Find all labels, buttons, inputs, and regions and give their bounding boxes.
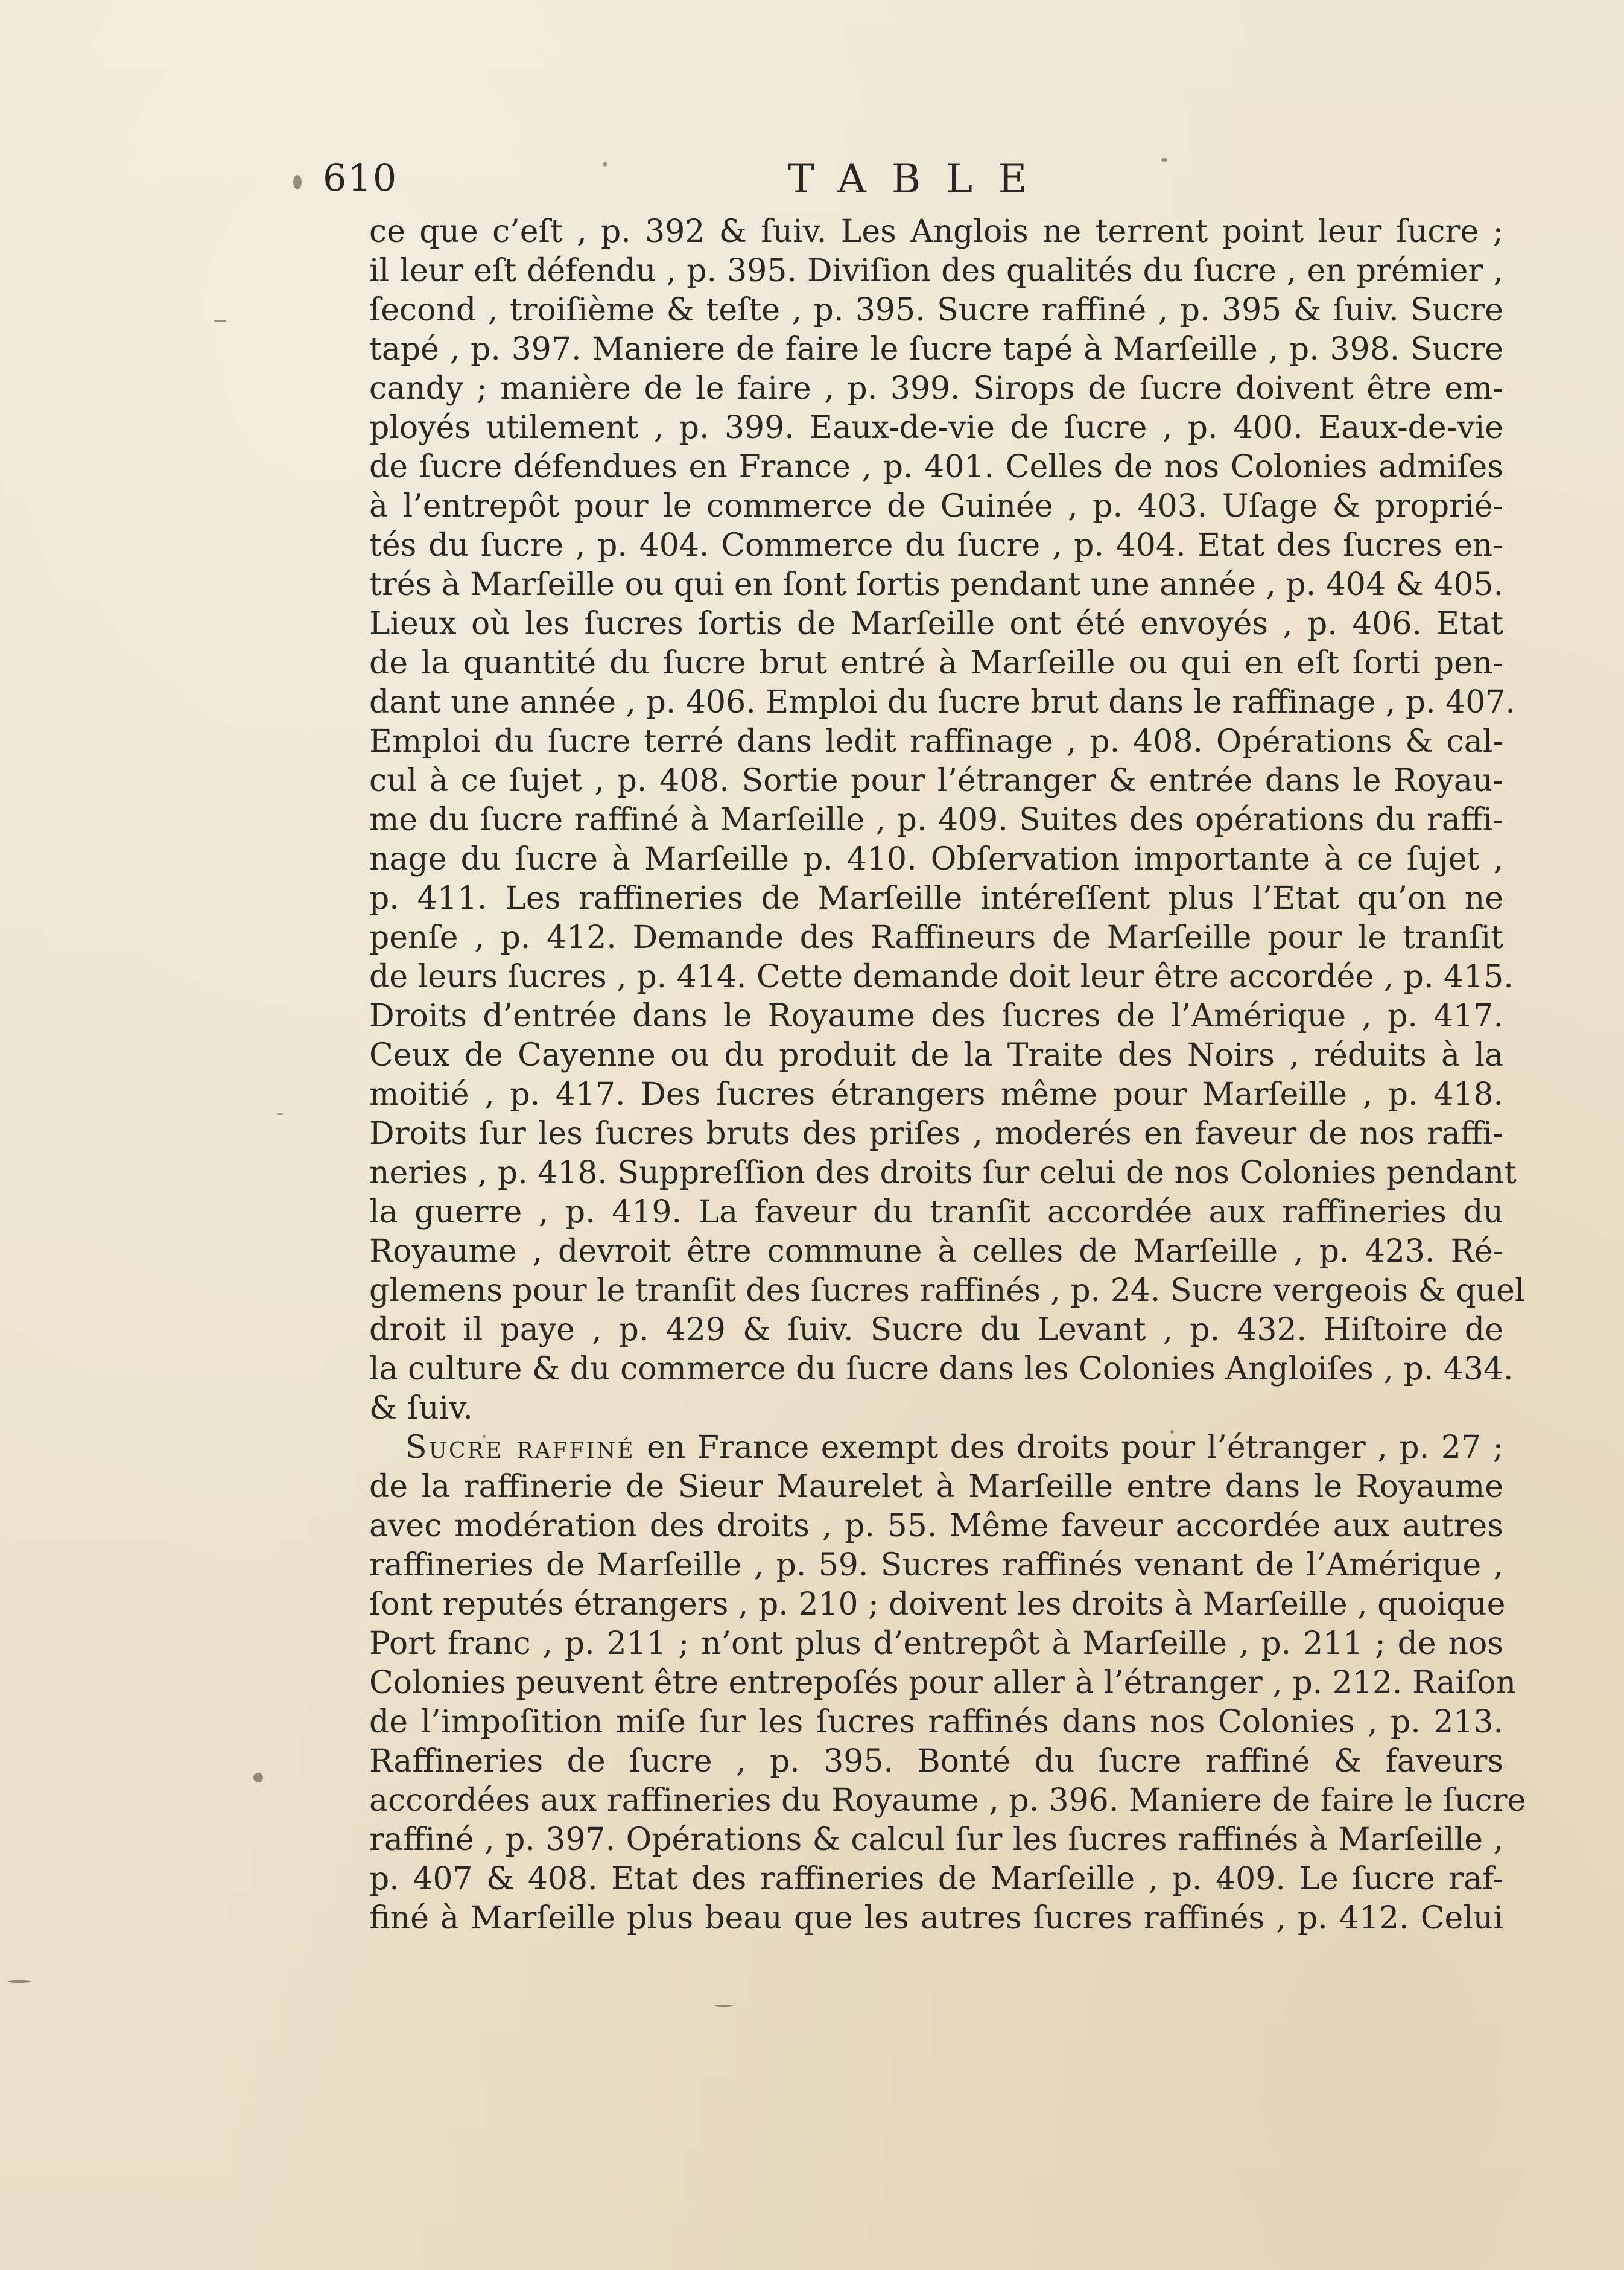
text-line: finé à Marſeille plus beau que les autres ſucres raffinés , p. 412. Celui — [369, 1900, 1503, 1936]
ink-speck — [715, 2005, 733, 2007]
text-line: de la raffinerie de Sieur Maurelet à Marſeille entre dans le Royaume — [369, 1469, 1503, 1505]
text-line: cul à ce ſujet , p. 408. Sortie pour l’étranger & entrée dans le Royau- — [369, 763, 1503, 799]
ink-speck — [293, 175, 302, 189]
entry-first-line-text: en France exempt des droits pour l’étranger , p. 27 ; — [647, 1429, 1504, 1466]
text-line: avec modération des droits , p. 55. Même faveur accordée aux autres — [369, 1508, 1503, 1544]
text-line: la guerre , p. 419. La faveur du tranſit accordée aux raffineries du — [369, 1194, 1503, 1230]
ink-speck — [276, 1113, 284, 1115]
text-line: droit il paye , p. 429 & ſuiv. Sucre du Levant , p. 432. Hiſtoire de — [369, 1312, 1503, 1348]
text-line: la culture & du commerce du ſucre dans les Colonies Angloiſes , p. 434. — [369, 1351, 1514, 1387]
text-line: dant une année , p. 406. Emploi du ſucre brut dans le raffinage , p. 407. — [369, 684, 1515, 720]
text-line: glemens pour le tranſit des ſucres raffinés , p. 24. Sucre vergeois & quel — [369, 1273, 1525, 1309]
text-line: Droits d’entrée dans le Royaume des ſucres de l’Amérique , p. 417. — [369, 998, 1503, 1034]
text-line: Lieux où les ſucres ſortis de Marſeille ont été envoyés , p. 406. Etat — [369, 606, 1503, 642]
text-line: p. 411. Les raffineries de Marſeille intéreſſent plus l’Etat qu’on ne — [369, 880, 1503, 917]
text-line: Raffineries de ſucre , p. 395. Bonté du ſucre raffiné & faveurs — [369, 1743, 1503, 1779]
text-line: ſecond , troiſième & teſte , p. 395. Sucre raffiné , p. 395 & ſuiv. Sucre — [369, 292, 1503, 328]
text-line: p. 407 & 408. Etat des raffineries de Marſeille , p. 409. Le ſucre raf- — [369, 1861, 1503, 1897]
running-title: TABLE — [787, 156, 1053, 202]
text-line: candy ; manière de le faire , p. 399. Sirops de ſucre doivent être em- — [369, 370, 1503, 407]
text-line: il leur eſt défendu , p. 395. Diviſion des qualités du ſucre , en prémier , — [369, 253, 1503, 289]
text-line: ce que c’eſt , p. 392 & ſuiv. Les Anglois ne terrent point leur ſucre ; — [369, 214, 1503, 250]
text-line: raffineries de Marſeille , p. 59. Sucres raffinés venant de l’Amérique , — [369, 1547, 1503, 1583]
text-line: nage du ſucre à Marſeille p. 410. Obſervation importante à ce ſujet , — [369, 841, 1503, 877]
text-line: à l’entrepôt pour le commerce de Guinée , p. 403. Uſage & proprié- — [369, 488, 1503, 524]
index-text — [369, 212, 1526, 1938]
text-line: moitié , p. 417. Des ſucres étrangers même pour Marſeille , p. 418. — [369, 1076, 1503, 1113]
entry-first-line — [369, 1428, 1503, 1467]
text-line: tés du ſucre , p. 404. Commerce du ſucre , p. 404. Etat des ſucres en- — [369, 527, 1503, 564]
page-header — [323, 156, 1517, 210]
page-number: 610 — [323, 156, 398, 200]
text-line: raffiné , p. 397. Opérations & calcul ſur les ſucres raffinés à Marſeille , — [369, 1822, 1503, 1858]
text-line: ployés utilement , p. 399. Eaux-de-vie de ſucre , p. 400. Eaux-de-vie — [369, 410, 1503, 446]
text-line: accordées aux raffineries du Royaume , p. 396. Maniere de faire le ſucre — [369, 1782, 1526, 1819]
ink-speck — [7, 1980, 31, 1983]
text-line: Droits ſur les ſucres bruts des priſes , moderés en faveur de nos raffi- — [369, 1116, 1503, 1152]
text-line: de ſucre défendues en France , p. 401. Celles de nos Colonies admiſes — [369, 449, 1503, 485]
text-line: tapé , p. 397. Maniere de faire le ſucre tapé à Marſeille , p. 398. Sucre — [369, 331, 1503, 367]
text-line: neries , p. 418. Suppreſſion des droits ſur celui de nos Colonies pendant — [369, 1155, 1517, 1191]
text-line: Ceux de Cayenne ou du produit de la Traite des Noirs , réduits à la — [369, 1037, 1503, 1073]
text-line: Port franc , p. 211 ; n’ont plus d’entrepôt à Marſeille , p. 211 ; de nos — [369, 1626, 1503, 1662]
text-line: de leurs ſucres , p. 414. Cette demande doit leur être accordée , p. 415. — [369, 959, 1514, 995]
text-line: me du ſucre raffiné à Marſeille , p. 409. Suites des opérations du raffi- — [369, 802, 1503, 838]
text-line: Emploi du ſucre terré dans ledit raffinage , p. 408. Opérations & cal- — [369, 723, 1503, 760]
text-line: ſont reputés étrangers , p. 210 ; doivent les droits à Marſeille , quoique — [369, 1586, 1506, 1623]
ink-speck — [253, 1773, 263, 1782]
text-line: de la quantité du ſucre brut entré à Marſeille ou qui en eſt ſorti pen- — [369, 645, 1503, 681]
text-line: Colonies peuvent être entrepoſés pour aller à l’étranger , p. 212. Raiſon — [369, 1665, 1516, 1701]
text-line: Royaume , devroit être commune à celles de Marſeille , p. 423. Ré- — [369, 1233, 1503, 1270]
entry-headword: Sucre raffiné — [405, 1429, 635, 1466]
text-line: de l’impoſition miſe ſur les ſucres raffinés dans nos Colonies , p. 213. — [369, 1704, 1503, 1740]
text-line: penſe , p. 412. Demande des Raffineurs de Marſeille pour le tranſit — [369, 920, 1503, 956]
text-line: & ſuiv. — [369, 1390, 473, 1426]
ink-speck — [214, 320, 226, 322]
text-line: trés à Marſeille ou qui en ſont ſortis pendant une année , p. 404 & 405. — [369, 567, 1504, 603]
